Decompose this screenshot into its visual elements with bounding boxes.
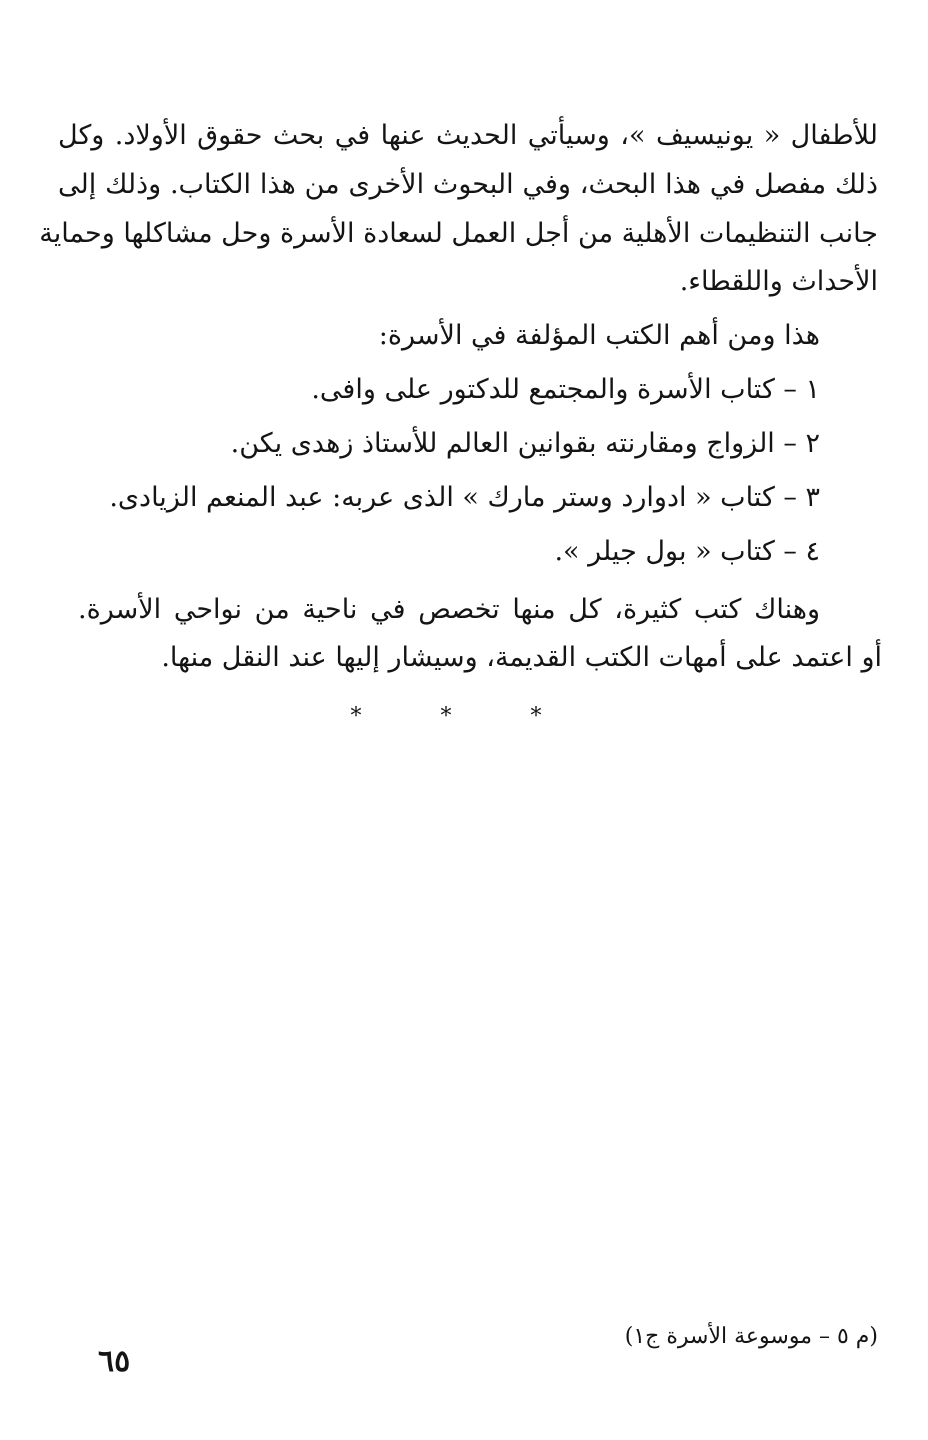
paragraph-1-line-3: جانب التنظيمات الأهلية من أجل العمل لسعادة الأسرة وحل مشاكلها وحماية	[39, 218, 878, 249]
footer-note: (م ٥ – موسوعة الأسرة ج١)	[624, 1324, 878, 1349]
list-item-4: ٤ – كتاب « بول جيلر ».	[554, 536, 820, 567]
paragraph-2-line-2: أو اعتمد على أمهات الكتب القديمة، وسيشار إليها عند النقل منها.	[161, 642, 882, 673]
section-separator: * * *	[350, 704, 578, 729]
list-intro: هذا ومن أهم الكتب المؤلفة في الأسرة:	[378, 320, 820, 351]
list-item-2: ٢ – الزواج ومقارنته بقوانين العالم للأستاذ زهدى يكن.	[230, 428, 820, 459]
list-item-3: ٣ – كتاب « ادوارد وستر مارك » الذى عربه: عبد المنعم الزيادى.	[109, 482, 820, 513]
paragraph-2-line-1: وهناك كتب كثيرة، كل منها تخصص في ناحية من نواحي الأسرة.	[78, 594, 820, 625]
paragraph-1-line-2: ذلك مفصل في هذا البحث، وفي البحوث الأخرى من هذا الكتاب. وذلك إلى	[58, 169, 878, 200]
paragraph-1-line-4: الأحداث واللقطاء.	[679, 266, 878, 297]
list-item-1: ١ – كتاب الأسرة والمجتمع للدكتور على وافى.	[311, 374, 820, 405]
paragraph-1-line-1: للأطفال « يونيسيف »، وسيأتي الحديث عنها في بحث حقوق الأولاد. وكل	[58, 120, 878, 151]
page-number: ٦٥	[98, 1344, 131, 1379]
